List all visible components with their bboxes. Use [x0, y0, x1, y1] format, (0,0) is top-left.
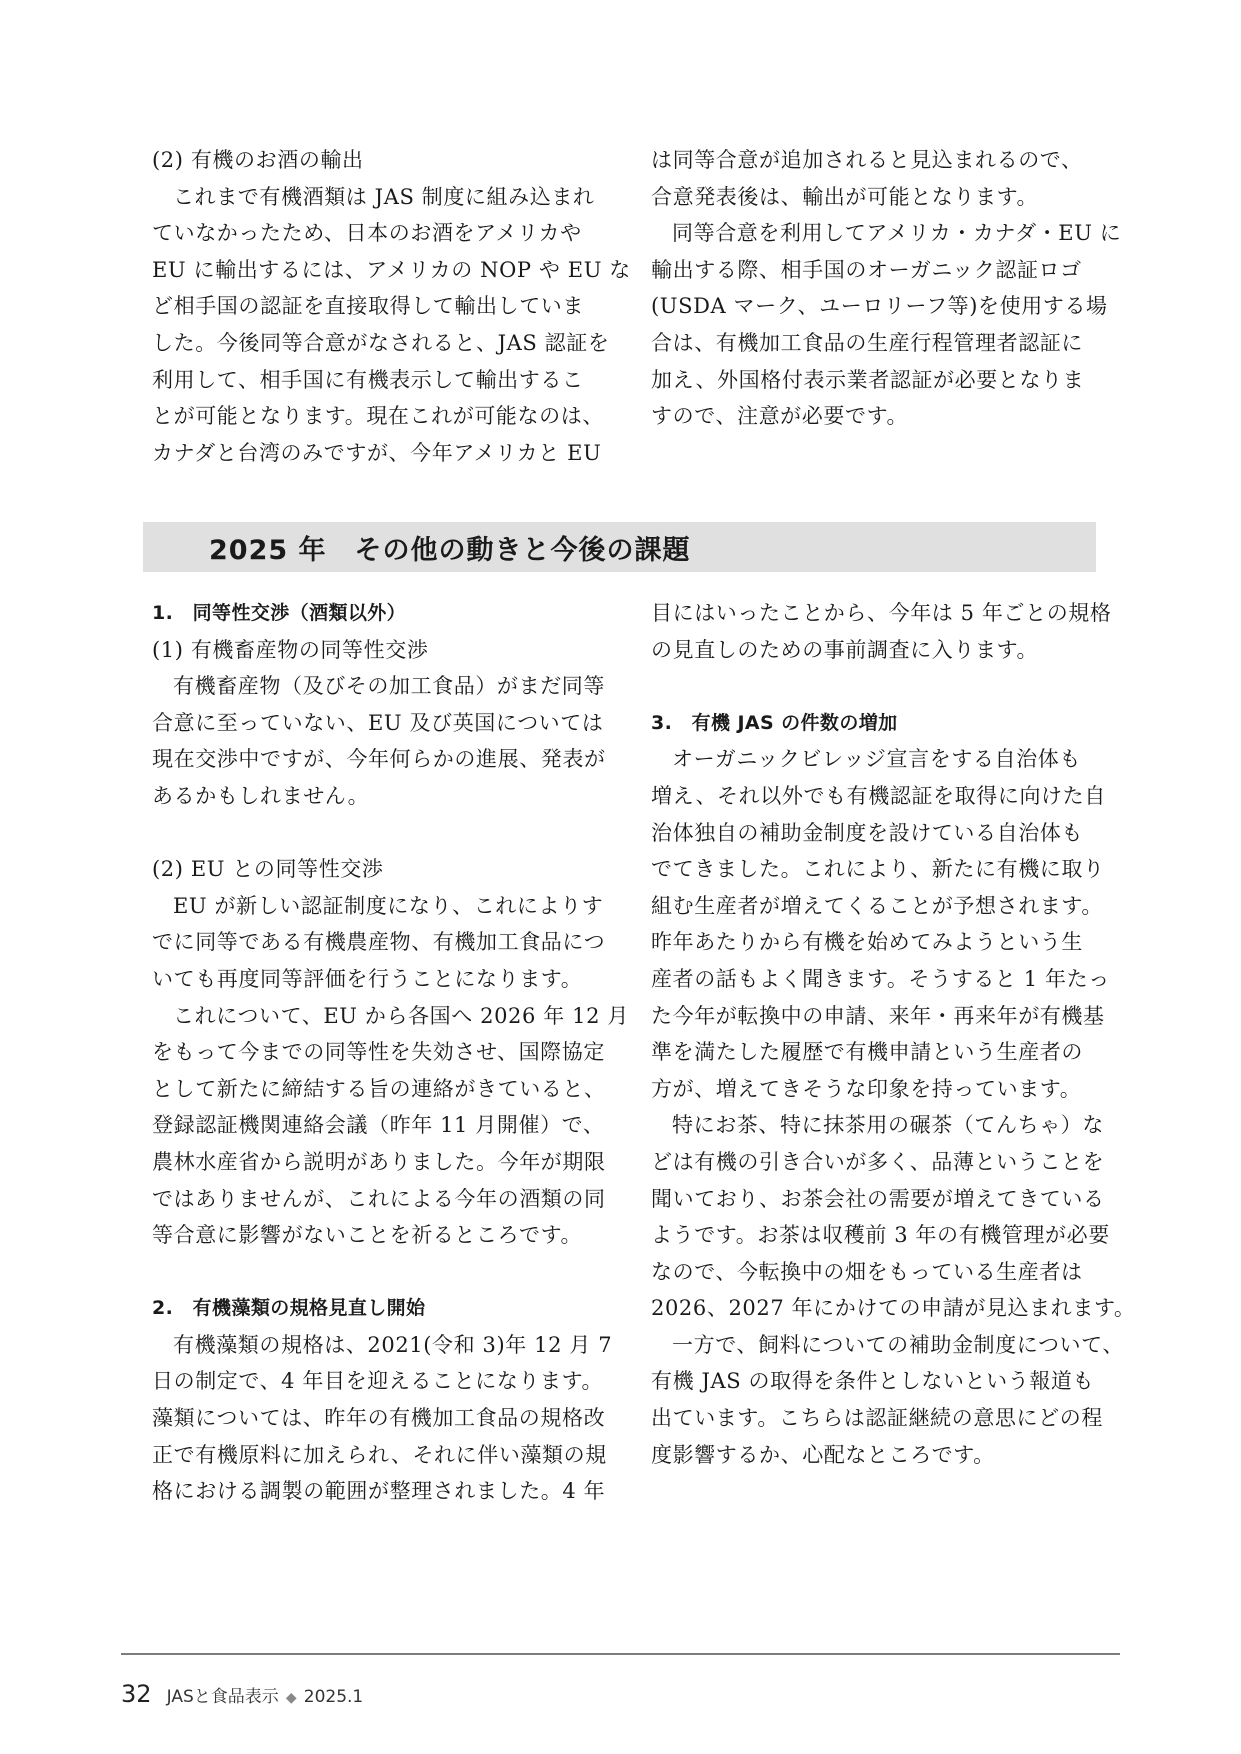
text-line: どは有機の引き合いが多く、品薄ということを	[651, 1149, 1105, 1174]
text-line: カナダと台湾のみですが、今年アメリカと EU	[152, 440, 602, 465]
text-line: でに同等である有機農産物、有機加工食品につ	[152, 930, 606, 955]
section-heading-band	[143, 522, 1096, 572]
subheading: (2) 有機のお酒の輸出	[152, 148, 364, 172]
text-line: (2) EU との同等性交渉	[152, 857, 384, 882]
text-line: いても再度同等評価を行うことになります。	[152, 966, 583, 991]
text-line: 藻類については、昨年の有機加工食品の規格改	[152, 1406, 606, 1431]
text-line: EU が新しい認証制度になり、これによりす	[173, 893, 604, 918]
diamond-icon: ◆	[285, 1690, 297, 1706]
text-line: 昨年あたりから有機を始めてみようという生	[651, 930, 1083, 955]
text-line: 格における調製の範囲が整理されました。4 年	[152, 1479, 606, 1504]
text-line: 正で有機原料に加えられ、それに伴い藻類の規	[152, 1442, 607, 1467]
section-subheading: 3. 有機 JAS の件数の増加	[651, 711, 898, 734]
magazine-title: JASと食品表示	[166, 1687, 279, 1707]
top-left-column	[152, 142, 631, 471]
text-line: 増え、それ以外でも有機認証を取得に向けた自	[651, 783, 1106, 808]
text-line: ようです。お茶は収穫前 3 年の有機管理が必要	[651, 1223, 1110, 1248]
paragraph-gap	[152, 815, 604, 852]
section-subheading: 1. 同等性交渉（酒類以外）	[152, 602, 407, 624]
page-number: 32	[121, 1680, 152, 1708]
text-line: 合意発表後は、輸出が可能となります。	[651, 184, 1039, 209]
text-line: あるかもしれません。	[152, 783, 370, 808]
text-line: 等合意に影響がないことを祈るところです。	[152, 1223, 583, 1248]
text-line: 有機藻類の規格は、2021(令和 3)年 12 月 7	[173, 1332, 613, 1357]
text-line: は同等合意が追加されると見込まれるので、	[651, 148, 1083, 172]
text-line: 合意に至っていない、EU 及び英国については	[152, 710, 604, 735]
issue-date: 2025.1	[303, 1687, 364, 1707]
text-line: 2026、2027 年にかけての申請が見込まれます。	[651, 1296, 1136, 1321]
text-line: ど相手国の認証を直接取得して輸出していま	[152, 294, 584, 319]
text-line: 有機畜産物（及びその加工食品）がまだ同等	[173, 674, 605, 699]
text-line: 度影響するか、心配なところです。	[651, 1442, 995, 1467]
paragraph-gap	[152, 1254, 604, 1291]
text-line: オーガニックビレッジ宣言をする自治体も	[672, 747, 1081, 772]
text-line: 同等合意を利用してアメリカ・カナダ・EU に	[672, 221, 1122, 246]
section-subheading: 2. 有機藻類の規格見直し開始	[152, 1297, 426, 1320]
text-line: 方が、増えてきそうな印象を持っています。	[651, 1076, 1082, 1101]
text-line: 日の制定で、4 年目を迎えることになります。	[152, 1369, 604, 1394]
text-line: 産者の話もよく聞きます。そうすると 1 年たっ	[651, 966, 1110, 991]
text-line: をもって今までの同等性を失効させ、国際協定	[152, 1040, 605, 1065]
text-line: (1) 有機畜産物の同等性交渉	[152, 637, 429, 662]
text-line: 組む生産者が増えてくることが予想されます。	[651, 893, 1103, 918]
footer-rule	[121, 1653, 1120, 1655]
text-line: ていなかったため、日本のお酒をアメリカや	[152, 221, 582, 246]
text-line: EU に輸出するには、アメリカの NOP や EU な	[152, 257, 631, 282]
text-line: 準を満たした履歴で有機申請という生産者の	[651, 1040, 1083, 1065]
text-line: 出ています。こちらは認証継続の意思にどの程	[651, 1406, 1103, 1431]
text-line: これについて、EU から各国へ 2026 年 12 月	[173, 1003, 629, 1028]
text-line: (USDA マーク、ユーロリーフ等)を使用する場	[651, 294, 1108, 319]
top-right-column	[651, 142, 1122, 435]
text-line: 農林水産省から説明がありました。今年が期限	[152, 1149, 606, 1174]
text-line: した。今後同等合意がなされると、JAS 認証を	[152, 330, 610, 355]
text-line: 有機 JAS の取得を条件としないという報道も	[651, 1369, 1095, 1394]
text-line: 聞いており、お茶会社の需要が増えてきている	[651, 1186, 1105, 1211]
section-heading: 2025 年 その他の動きと今後の課題	[209, 535, 691, 566]
text-line: これまで有機酒類は JAS 制度に組み込まれ	[173, 184, 595, 209]
text-line: とが可能となります。現在これが可能なのは、	[152, 404, 604, 429]
text-line: た今年が転換中の申請、来年・再来年が有機基	[651, 1003, 1105, 1028]
text-line: 加え、外国格付表示業者認証が必要となりま	[651, 367, 1085, 392]
text-line: の見直しのための事前調査に入ります。	[651, 637, 1039, 662]
page-footer	[121, 1680, 363, 1708]
text-line: なので、今転換中の畑をもっている生産者は	[651, 1259, 1083, 1284]
text-line: 治体独自の補助金制度を設けている自治体も	[651, 820, 1083, 845]
text-line: 輸出する際、相手国のオーガニック認証ロゴ	[651, 257, 1082, 282]
text-line: 合は、有機加工食品の生産行程管理者認証に	[651, 330, 1083, 355]
text-line: 特にお茶、特に抹茶用の碾茶（てんちゃ）な	[672, 1113, 1104, 1138]
text-line: 目にはいったことから、今年は 5 年ごとの規格	[651, 601, 1112, 625]
paragraph-gap	[651, 668, 1103, 705]
text-line: 登録認証機関連絡会議（昨年 11 月開催）で、	[152, 1113, 605, 1138]
text-line: として新たに締結する旨の連絡がきていると、	[152, 1076, 606, 1101]
text-line: 一方で、飼料についての補助金制度について、	[672, 1332, 1124, 1357]
text-line: でてきました。これにより、新たに有機に取り	[651, 857, 1105, 882]
bottom-right-column	[651, 595, 1136, 1473]
bottom-left-column	[152, 595, 629, 1510]
text-line: ではありませんが、これによる今年の酒類の同	[152, 1186, 606, 1211]
text-line: すので、注意が必要です。	[651, 404, 909, 429]
text-line: 現在交渉中ですが、今年何らかの進展、発表が	[152, 747, 606, 772]
text-line: 利用して、相手国に有機表示して輸出するこ	[152, 367, 584, 392]
